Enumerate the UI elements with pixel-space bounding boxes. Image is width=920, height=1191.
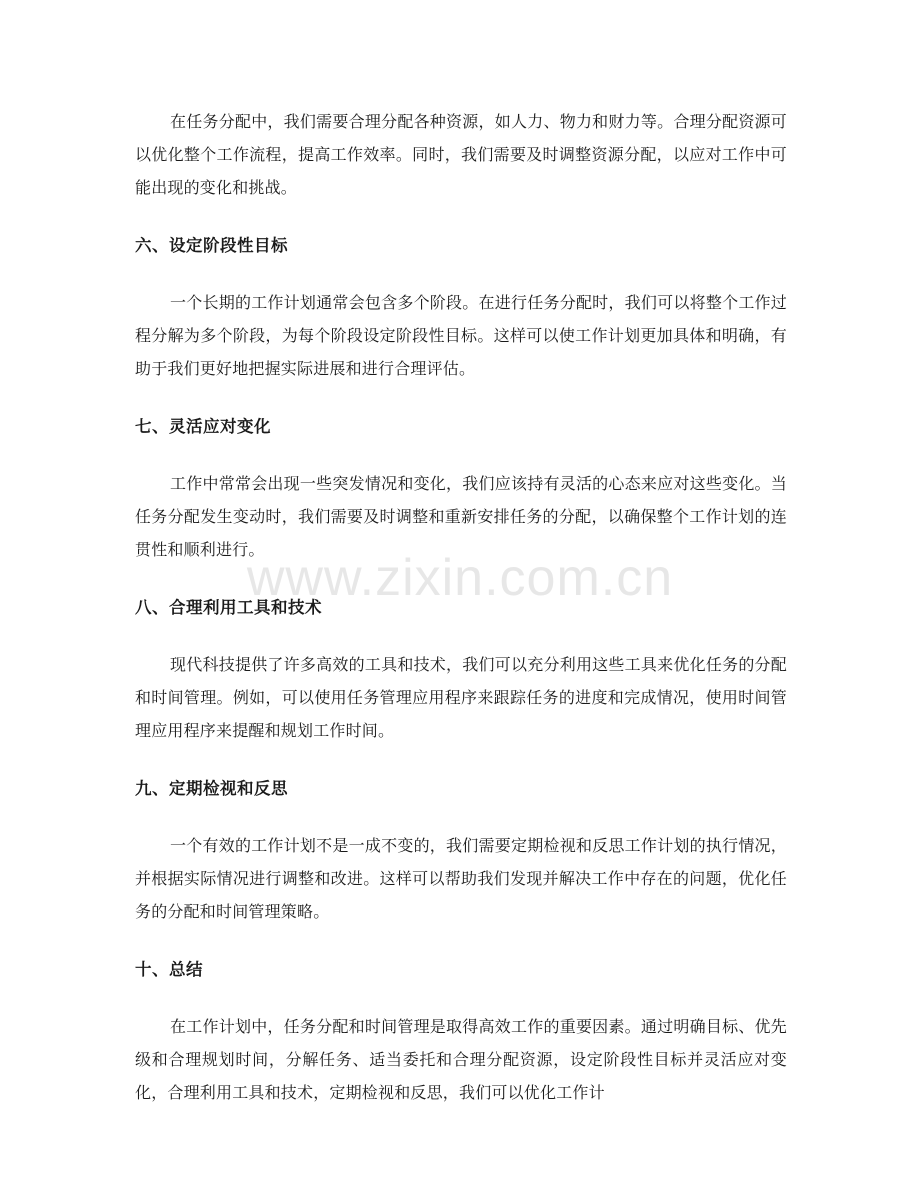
intro-paragraph: 在任务分配中，我们需要合理分配各种资源，如人力、物力和财力等。合理分配资源可以优化整个工作流程，提高工作效率。同时，我们需要及时调整资源分配，以应对工作中可能出现的变化和挑战。 [135, 112, 787, 197]
section-heading-6: 六、设定阶段性目标 [135, 236, 288, 255]
document-body [135, 105, 787, 1109]
section-paragraph-8: 现代科技提供了许多高效的工具和技术，我们可以充分利用这些工具来优化任务的分配和时间管理。例如，可以使用任务管理应用程序来跟踪任务的进度和完成情况，使用时间管理应用程序来提醒和规划工作时间。 [135, 655, 787, 740]
section-paragraph-7: 工作中常常会出现一些突发情况和变化，我们应该持有灵活的心态来应对这些变化。当任务分配发生变动时，我们需要及时调整和重新安排任务的分配，以确保整个工作计划的连贯性和顺利进行。 [135, 474, 787, 559]
section-heading-7: 七、灵活应对变化 [135, 417, 271, 436]
section-paragraph-10: 在工作计划中，任务分配和时间管理是取得高效工作的重要因素。通过明确目标、优先级和合理规划时间，分解任务、适当委托和合理分配资源，设定阶段性目标并灵活应对变化，合理利用工具和技术，定期检视和反思，我们可以优化工作计 [135, 1017, 787, 1102]
section-paragraph-9: 一个有效的工作计划不是一成不变的，我们需要定期检视和反思工作计划的执行情况，并根据实际情况进行调整和改进。这样可以帮助我们发现并解决工作中存在的问题，优化任务的分配和时间管理策略。 [135, 836, 787, 921]
watermark-text: www.zixin.com.cn [246, 549, 674, 607]
section-heading-10: 十、总结 [135, 960, 203, 979]
section-heading-9: 九、定期检视和反思 [135, 779, 288, 798]
section-heading-8: 八、合理利用工具和技术 [135, 598, 322, 617]
section-paragraph-6: 一个长期的工作计划通常会包含多个阶段。在进行任务分配时，我们可以将整个工作过程分解为多个阶段，为每个阶段设定阶段性目标。这样可以使工作计划更加具体和明确，有助于我们更好地把握实际进展和进行合理评估。 [135, 293, 787, 378]
